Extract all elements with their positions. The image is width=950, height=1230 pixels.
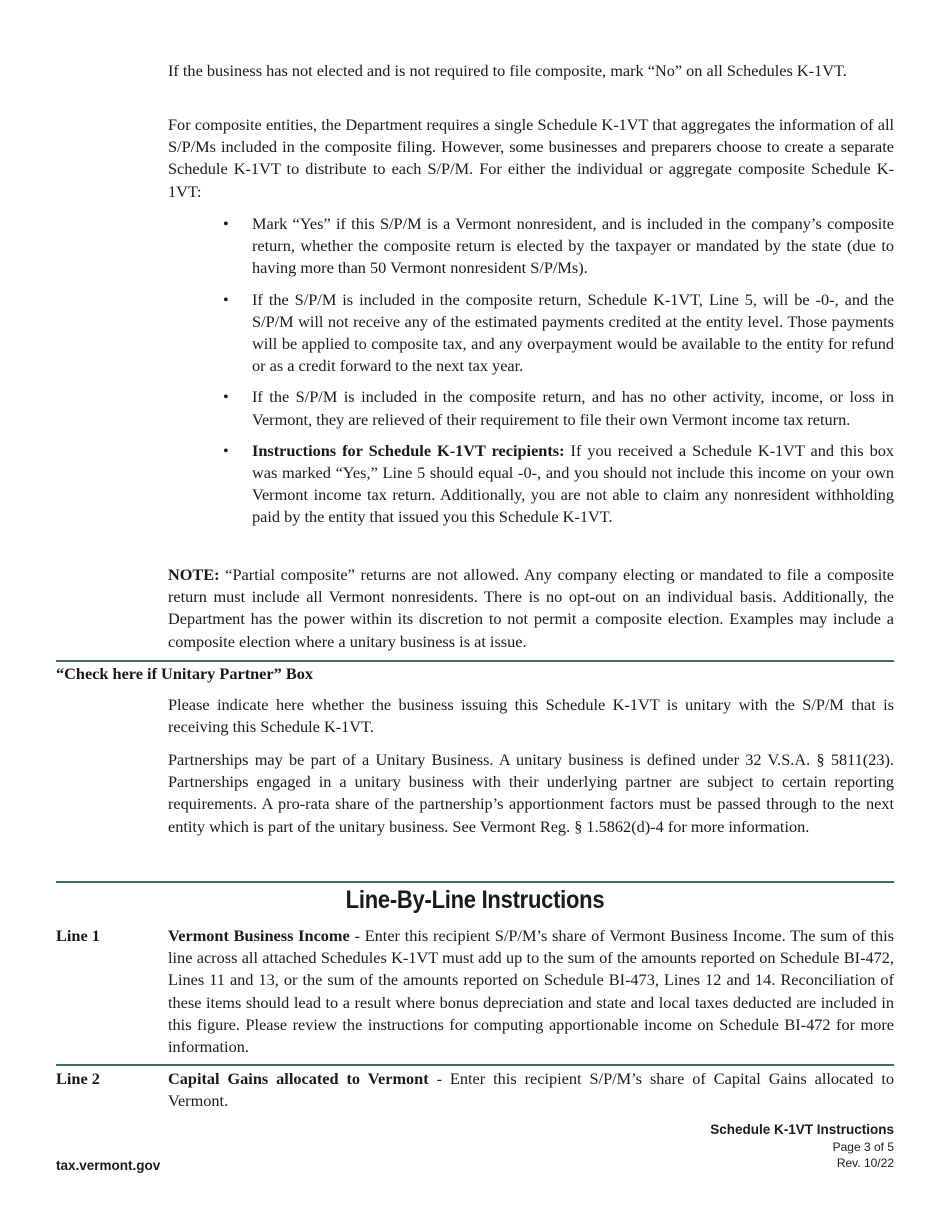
line-by-line-heading: Line-By-Line Instructions	[345, 886, 605, 914]
bullet-text: If the S/P/M is included in the composite return, and has no other activity, income, or loss in Vermont, they are relieved of their requirement to file their own Vermont income tax return.	[252, 387, 894, 429]
bullet-icon: •	[223, 387, 229, 407]
section-divider	[56, 1064, 894, 1066]
note-text: “Partial composite” returns are not allowed. Any company electing or mandated to file a composite return must include all Vermont nonresidents. There is no opt-out on an individual basis. Additionally, the Department has the power within its discretion to not permit a composite election. Examples may include a composite election where a unitary business is at issue.	[168, 565, 894, 651]
bullet-icon: •	[223, 440, 229, 460]
unitary-paragraph-2: Partnerships may be part of a Unitary Business. A unitary business is defined under 32 V.S.A. § 5811(23). Partnerships engaged in a unitary business with their underlying partner are subject to certain reporting requirements. A pro-rata share of the partnership’s apportionment factors must be passed through to the next entity which is part of the unitary business. See Vermont Reg. § 1.5862(d)-4 for more information.	[168, 750, 894, 836]
footer-page-number: Page 3 of 5	[832, 1140, 894, 1154]
unitary-paragraph-1: Please indicate here whether the business issuing this Schedule K-1VT is unitary with the S/P/M that is receiving this Schedule K-1VT.	[168, 695, 894, 737]
bullet-bold-lead: Instructions for Schedule K-1VT recipients:	[252, 440, 565, 460]
bullet-icon: •	[223, 214, 229, 233]
bullet-text: If you received a Schedule K-1VT and this box was marked “Yes,” Line 5 should equal -0-, and you should not include this income on your own Vermont income tax return. Additionally, you are not able to claim any nonresident withholding paid by the entity that issued you this Schedule K-1VT.	[252, 440, 895, 527]
composite-bullet-list	[223, 213, 894, 529]
section-divider	[56, 881, 894, 883]
intro-paragraph-1: If the business has not elected and is not required to file composite, mark “No” on all Schedules K-1VT.	[168, 61, 847, 80]
bullet-item-3	[223, 386, 894, 430]
line-1-label: Line 1	[56, 926, 100, 945]
line-1-description: - Enter this recipient S/P/M’s share of Vermont Business Income. The sum of this line across all attached Schedules K-1VT must add up to the sum of the amounts reported on Schedule BI-472, Lines 11 and 13, or the sum of the amounts reported on Schedule BI-473, Lines 12 and 14. Reconciliation of these items should lead to a result where bonus depreciation and state and local taxes deducted are included in this figure. Please review the instructions for computing apportionable income on Schedule BI-472 for more information.	[168, 926, 895, 1057]
line-2-title: Capital Gains allocated to Vermont	[168, 1069, 429, 1088]
unitary-heading: “Check here if Unitary Partner” Box	[56, 664, 313, 683]
footer-revision: Rev. 10/22	[836, 1156, 894, 1170]
bullet-item-1	[223, 213, 894, 280]
bullet-item-4	[223, 440, 894, 529]
line-1-text	[168, 925, 894, 1058]
footer-title: Schedule K-1VT Instructions	[710, 1122, 894, 1137]
note-paragraph	[168, 564, 894, 653]
footer-website: tax.vermont.gov	[56, 1158, 161, 1173]
note-label: NOTE:	[168, 565, 220, 584]
section-divider	[56, 660, 894, 662]
line-2-label: Line 2	[56, 1069, 100, 1088]
intro-paragraph-2: For composite entities, the Department requires a single Schedule K-1VT that aggregates the information of all S/P/Ms included in the composite filing. However, some businesses and preparers choose to create a separate Schedule K-1VT to distribute to each S/P/M. For either the individual or aggregate composite Schedule K-1VT:	[168, 115, 894, 201]
bullet-text: If the S/P/M is included in the composite return, Schedule K-1VT, Line 5, will be -0-, and the S/P/M will not receive any of the estimated payments credited at the entity level. Those payments will be applied to composite tax, and any overpayment would be available to the entity for refund or as a credit forward to the next tax year.	[252, 289, 894, 376]
bullet-item-2	[223, 289, 894, 378]
footer-info	[710, 1121, 894, 1171]
bullet-text: Mark “Yes” if this S/P/M is a Vermont nonresident, and is included in the company’s composite return, whether the composite return is elected by the taxpayer or mandated by the state (due to having more than 50 Vermont nonresident S/P/Ms).	[252, 214, 894, 278]
line-2-description: - Enter this recipient S/P/M’s share of Capital Gains allocated to Vermont.	[168, 1069, 895, 1111]
line-1-title: Vermont Business Income	[168, 926, 350, 945]
bullet-icon: •	[223, 289, 229, 309]
line-2-text	[168, 1068, 894, 1112]
